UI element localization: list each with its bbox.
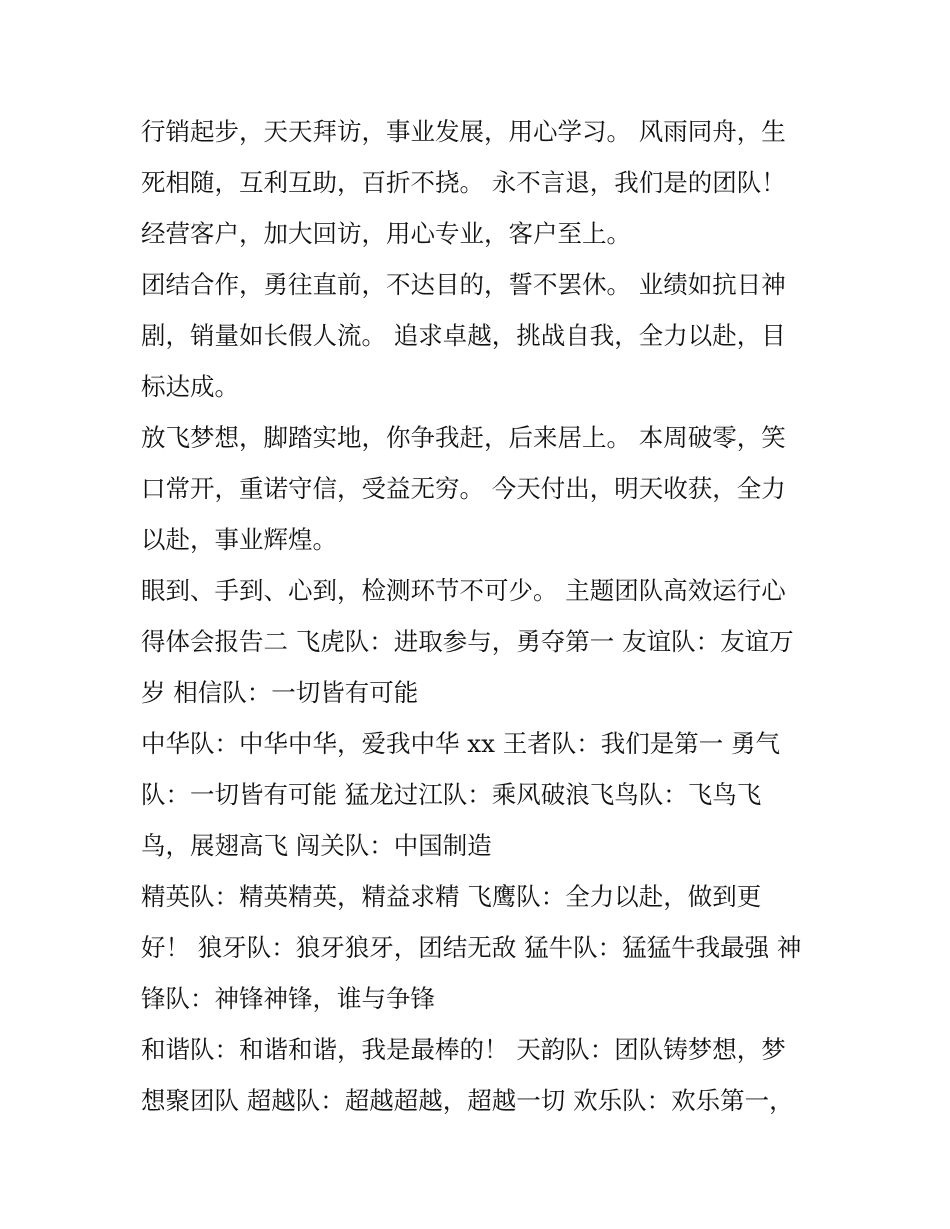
text-line: 放飞梦想，脚踏实地，你争我赶，后来居上。 本周破零，笑 xyxy=(141,423,786,452)
text-line: 中华队：中华中华，爱我中华 xx 王者队：我们是第一 勇气 xyxy=(141,729,780,758)
text-line: 剧，销量如长假人流。 追求卓越，挑战自我，全力以赴，目 xyxy=(141,321,786,350)
text-line: 经营客户，加大回访，用心专业，客户至上。 xyxy=(141,219,631,248)
text-line: 精英队：精英精英，精益求精 飞鹰队：全力以赴，做到更 xyxy=(141,882,762,911)
body-text xyxy=(141,106,821,1126)
text-line: 死相随，互利互助，百折不挠。 永不言退，我们是的团队！ xyxy=(141,168,786,197)
text-line: 锋队：神锋神锋，谁与争锋 xyxy=(141,984,435,1013)
text-line: 得体会报告二 飞虎队：进取参与，勇夺第一 友谊队：友谊万 xyxy=(141,627,794,656)
text-line: 眼到、手到、心到，检测环节不可少。 主题团队高效运行心 xyxy=(141,576,786,605)
text-line: 口常开，重诺守信，受益无穷。 今天付出，明天收获，全力 xyxy=(141,474,786,503)
text-line: 以赴，事业辉煌。 xyxy=(141,525,337,554)
text-line: 鸟，展翅高飞 闯关队：中国制造 xyxy=(141,831,492,860)
text-line: 岁 相信队：一切皆有可能 xyxy=(141,678,419,707)
text-line: 和谐队：和谐和谐，我是最棒的！ 天韵队：团队铸梦想，梦 xyxy=(141,1035,786,1064)
text-line: 行销起步，天天拜访，事业发展，用心学习。 风雨同舟，生 xyxy=(141,117,786,146)
text-line: 队：一切皆有可能 猛龙过江队：乘风破浪飞鸟队：飞鸟飞 xyxy=(141,780,762,809)
text-line: 团结合作，勇往直前，不达目的，誓不罢休。 业绩如抗日神 xyxy=(141,270,786,299)
text-line: 想聚团队 超越队：超越超越，超越一切 欢乐队：欢乐第一， xyxy=(141,1086,794,1115)
text-line: 好！ 狼牙队：狼牙狼牙，团结无敌 猛牛队：猛猛牛我最强 神 xyxy=(141,933,802,962)
text-line: 标达成。 xyxy=(141,372,239,401)
